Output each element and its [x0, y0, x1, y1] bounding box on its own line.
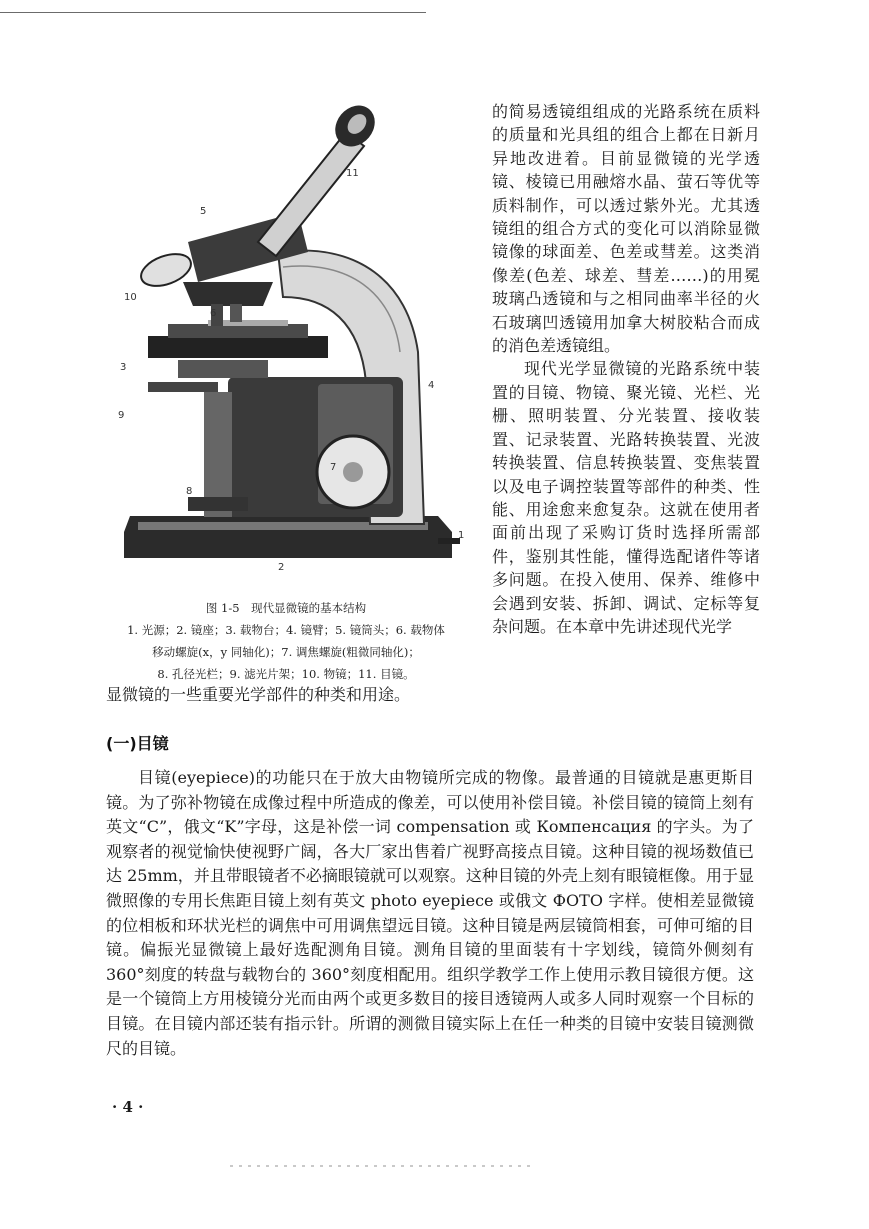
section-heading: (一)目镜	[106, 734, 169, 753]
top-rule	[0, 12, 426, 13]
label-4: 4	[428, 380, 435, 391]
label-1: 1	[458, 530, 465, 541]
nosepiece	[183, 282, 273, 306]
condenser	[178, 360, 268, 378]
microscope-illustration	[108, 92, 468, 574]
label-10: 10	[124, 292, 137, 303]
label-7: 7	[330, 462, 337, 473]
microscope-figure	[108, 92, 468, 574]
focus-knob-center	[343, 462, 363, 482]
figure-caption	[118, 597, 454, 685]
caption-line: 8. 孔径光栏；9. 滤光片架；10. 物镜；11. 目镜。	[157, 667, 415, 681]
eyepiece-tube	[258, 132, 364, 256]
continuation-line: 显微镜的一些重要光学部件的种类和用途。	[106, 685, 411, 704]
paragraph: 目镜(eyepiece)的功能只在于放大由物镜所完成的物像。最普通的目镜就是惠更斯目镜。为了弥补物镜在成像过程中所造成的像差，可以使用补偿目镜。补偿目镜的镜筒上刻有英文“C”，俄文“K”字母，这是补偿一词 compensation 或 Компенсация 的字头。为了观察者的视觉愉快使视野广阔，各大厂家出售着广视野高接点目镜。这种目镜的视场数值已达 25mm，并且带眼镜者不必摘眼镜就可以观察。这种目镜的外壳上刻有眼镜框像。用于显微照像的专用长焦距目镜上刻有英文 photo eyepiece 或俄文 ФОТО 字样。使相差显微镜的位相板和环状光栏的调焦中可用调焦望远目镜。这种目镜是两层镜筒相套，可伸可缩的目镜。偏振光显微镜上最好选配测角目镜。测角目镜的里面装有十字划线，镜筒外侧刻有 360°刻度的转盘与载物台的 360°刻度相配用。组织学教学工作上使用示教目镜很方便。这是一个镜筒上方用棱镜分光而由两个或更多数目的接目透镜两人或多人同时观察一个目标的目镜。在目镜内部还装有指示针。所谓的测微目镜实际上在任一种类的目镜中安装目镜测微尺的目镜。	[106, 768, 754, 1058]
label-6: 6	[210, 308, 217, 319]
right-column-text	[492, 100, 760, 638]
label-5: 5	[200, 206, 207, 217]
label-11: 11	[346, 168, 359, 179]
paragraph: 现代光学显微镜的光路系统中装置的目镜、物镜、聚光镜、光栏、光栅、照明装置、分光装置、接收装置、记录装置、光路转换装置、光波转换装置、信息转换装置、变焦装置以及电子调控装置等部件的种类、性能、用途愈来愈复杂。这就在使用者面前出现了采购订货时选择所需部件，鉴别其性能，懂得选配诸件等诸多问题。在投入使用、保养、维修中会遇到安装、拆卸、调试、定标等复杂问题。在本章中先讲述现代光学	[492, 359, 760, 636]
stage	[148, 336, 328, 358]
section-body	[106, 766, 754, 1061]
label-2: 2	[278, 562, 285, 573]
label-8: 8	[186, 486, 193, 497]
caption-title: 图 1-5 现代显微镜的基本结构	[205, 601, 367, 615]
filter-holder	[148, 382, 218, 392]
objective-b	[230, 304, 242, 322]
paragraph: 的简易透镜组组成的光路系统在质料的质量和光具组的组合上都在日新月异地改进着。目前显微镜的光学透镜、棱镜已用融熔水晶、萤石等优等质料制作，可以透过紫外光。尤其透镜组的组合方式的变化可以消除显微镜像的球面差、色差或彗差。这类消像差(色差、球差、彗差……)的用冕玻璃凸透镜和与之相同曲率半径的火石玻璃凹透镜用加拿大树胶粘合而成的消色差透镜组。	[492, 102, 760, 356]
label-3: 3	[120, 362, 127, 373]
scan-artifact	[230, 1165, 530, 1167]
stage-top	[168, 324, 308, 338]
caption-line: 1. 光源；2. 镜座；3. 载物台；4. 镜臂；5. 镜筒头；6. 载物体	[127, 623, 445, 637]
light-source-cable	[438, 538, 460, 544]
caption-line: 移动螺旋(x，y 同轴化)；7. 调焦螺旋(粗微同轴化)；	[152, 645, 420, 659]
aperture-diaphragm	[188, 497, 248, 511]
label-9: 9	[118, 410, 125, 421]
page-number: · 4 ·	[112, 1098, 144, 1116]
